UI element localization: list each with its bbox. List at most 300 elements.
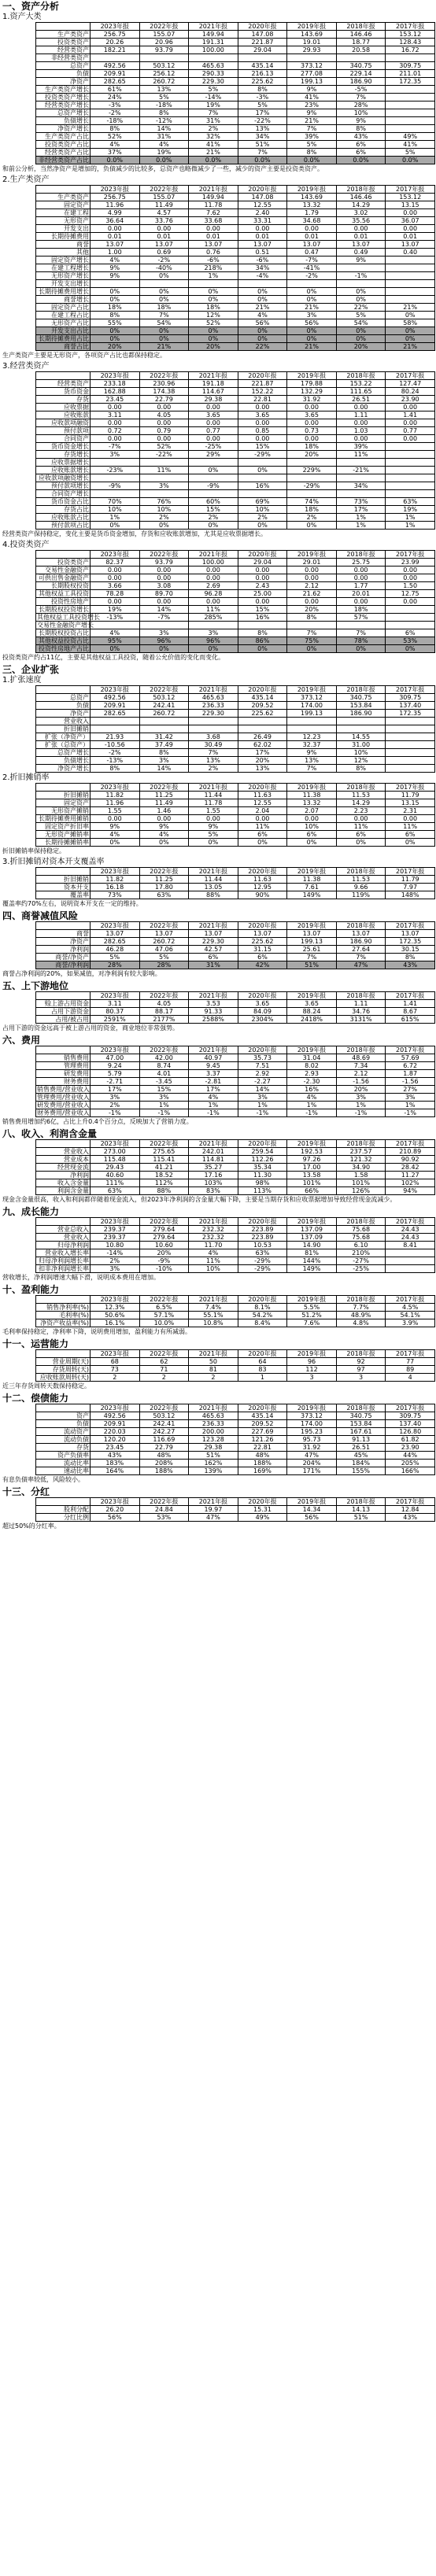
value-cell: 103% [189, 1179, 238, 1187]
value-cell: 31% [189, 117, 238, 125]
row-label: 开发支出 [36, 225, 91, 233]
value-cell: 13.07 [139, 241, 189, 249]
value-cell: 229% [287, 467, 337, 474]
value-cell [336, 718, 386, 725]
value-cell: 12% [189, 312, 238, 319]
value-cell: 0% [91, 522, 140, 530]
value-cell: 282.65 [91, 710, 140, 718]
value-cell: 2.69 [189, 582, 238, 590]
value-cell [336, 459, 386, 467]
value-cell: 205% [386, 1460, 435, 1467]
year-header-cell: 2023年报 [91, 1218, 140, 1226]
table-row [36, 233, 435, 241]
value-cell: 0.00 [238, 574, 287, 582]
value-cell: 503.12 [139, 1412, 189, 1420]
value-cell: 96.28 [189, 590, 238, 598]
row-label: 股利分配 [36, 1506, 91, 1514]
value-cell: 51% [189, 1452, 238, 1460]
year-header-cell: 2023年报 [91, 186, 140, 194]
row-label: 其他 [36, 249, 91, 256]
value-cell: 20% [287, 606, 337, 614]
table-row [36, 1444, 435, 1452]
value-cell: 208% [139, 1460, 189, 1467]
table-row [36, 1452, 435, 1460]
year-header-cell: 2022年报 [139, 1046, 189, 1054]
value-cell: 8.41 [386, 1242, 435, 1249]
table-header-row [36, 551, 435, 559]
year-header-cell: 2023年报 [91, 372, 140, 380]
value-cell: 3.68 [189, 733, 238, 741]
value-cell: 80.37 [91, 1008, 140, 1016]
value-cell: 121.32 [336, 1156, 386, 1164]
value-cell: -9% [139, 1257, 189, 1265]
value-cell: 24.84 [139, 1506, 189, 1514]
value-cell: 78% [336, 637, 386, 645]
value-cell: 20% [336, 343, 386, 351]
value-cell: 63% [238, 1249, 287, 1257]
value-cell: 14.13 [336, 1506, 386, 1514]
value-cell: 11% [336, 823, 386, 831]
row-label: 负债增长 [36, 117, 91, 125]
value-cell [91, 280, 140, 288]
table-row [36, 765, 435, 773]
row-label: 销售费用/营业收入 [37, 1086, 90, 1093]
analysis-note: 覆盖率约70%左右，说明资本开支在一定的维持。 [2, 900, 142, 907]
table-row [36, 94, 435, 101]
value-cell: 15% [139, 1086, 189, 1094]
section-title: 十一、运营能力 [2, 1338, 69, 1349]
row-label: 营业成本 [36, 1156, 91, 1164]
value-cell: -10.56 [91, 741, 140, 749]
year-header-cell: 2019年报 [287, 372, 337, 380]
row-label: 固定资产 [36, 201, 91, 209]
value-cell: 172.35 [386, 710, 435, 718]
year-header-cell: 2020年报 [238, 784, 287, 792]
row-label: 投资类资产占比 [36, 141, 91, 149]
value-cell: 21% [287, 343, 337, 351]
value-cell [189, 474, 238, 482]
value-cell: 31.04 [287, 1054, 337, 1062]
value-cell: 0% [91, 645, 140, 653]
value-cell: 74% [287, 498, 337, 506]
year-header-cell: 2019年报 [287, 23, 337, 31]
value-cell: 503.12 [139, 62, 189, 70]
value-cell: 1% [336, 522, 386, 530]
year-header-cell: 2021年报 [189, 1296, 238, 1304]
value-cell: 31.92 [287, 1444, 337, 1452]
value-cell: 10.8% [189, 1319, 238, 1327]
year-header-cell: 2022年报 [139, 686, 189, 694]
row-label: 负债 [36, 70, 91, 78]
value-cell [189, 718, 238, 725]
value-cell: 44% [386, 1452, 435, 1460]
value-cell: 0% [287, 645, 337, 653]
value-cell: 1% [139, 1102, 189, 1109]
value-cell: 11% [139, 467, 189, 474]
value-cell: 8% [238, 629, 287, 637]
value-cell [386, 765, 435, 773]
value-cell: 155.07 [139, 194, 189, 201]
value-cell: 18% [336, 606, 386, 614]
value-cell: 1.58 [336, 1172, 386, 1179]
table-row [36, 201, 435, 209]
table-row [36, 725, 435, 733]
value-cell: 33.68 [189, 217, 238, 225]
row-label: 其他权益工具投资 [36, 590, 91, 598]
value-cell: 41% [386, 141, 435, 149]
value-cell: 100.00 [189, 46, 238, 54]
value-cell [287, 622, 337, 629]
value-cell: 89 [386, 1366, 435, 1374]
value-cell: 4% [238, 312, 287, 319]
year-header-cell: 2017年报 [386, 686, 435, 694]
value-cell: 23.45 [91, 396, 140, 404]
row-label: 速动比率 [36, 1467, 91, 1475]
value-cell: 2588% [189, 1016, 238, 1024]
value-cell: 192.53 [287, 1148, 337, 1156]
table-row [36, 823, 435, 831]
value-cell: 236.33 [189, 1420, 238, 1428]
value-cell: 8.67 [386, 1008, 435, 1016]
analysis-note: 超过50%的分红率。 [2, 1522, 61, 1530]
value-cell: 1% [189, 1102, 238, 1109]
table-row [36, 1000, 435, 1008]
value-cell: 88.17 [139, 1008, 189, 1016]
value-cell: 9% [189, 823, 238, 831]
value-cell: 31.00 [336, 741, 386, 749]
row-label: 经营类资产 [36, 46, 91, 54]
value-cell: 3131% [336, 1016, 386, 1024]
value-cell: 70% [91, 498, 140, 506]
year-header-cell: 2022年报 [139, 784, 189, 792]
value-cell: 0.49 [336, 249, 386, 256]
value-cell: 3% [91, 1265, 140, 1273]
year-header-cell: 2021年报 [189, 551, 238, 559]
table-row [36, 792, 435, 799]
year-header-cell: 2017年报 [386, 1218, 435, 1226]
value-cell: 4% [91, 831, 140, 839]
row-label: 净利润 [36, 946, 91, 954]
row-label: 货币资金增长 [36, 443, 91, 451]
year-header-cell: 2020年报 [238, 23, 287, 31]
table-header-row [36, 1218, 435, 1226]
value-cell: 146.46 [336, 194, 386, 201]
value-cell: 22.79 [139, 1444, 189, 1452]
value-cell: 148% [386, 891, 435, 899]
table-row [36, 241, 435, 249]
value-cell: 12.75 [386, 590, 435, 598]
value-cell: -1% [189, 1109, 238, 1117]
value-cell: 0% [91, 839, 140, 847]
header-corner-cell [36, 1296, 91, 1304]
value-cell: 137.09 [287, 1226, 337, 1234]
value-cell: -3.45 [139, 1078, 189, 1086]
value-cell: 0.00 [139, 815, 189, 823]
value-cell: 20% [287, 451, 337, 459]
table-header-row [36, 372, 435, 380]
row-label: 经营类资产 [36, 380, 91, 388]
value-cell: 31.42 [139, 733, 189, 741]
value-cell: 34.76 [336, 1008, 386, 1016]
value-cell [336, 280, 386, 288]
row-label: 应收票据增长 [36, 459, 91, 467]
value-cell: 1% [91, 514, 140, 522]
row-label: 长期股权投资 [36, 582, 91, 590]
table-row [36, 141, 435, 149]
value-cell: 0.00 [287, 815, 337, 823]
row-label: 长期待摊费用增长 [36, 288, 91, 296]
value-cell: 11.79 [386, 792, 435, 799]
value-cell: 100.00 [189, 559, 238, 566]
table-header-row [36, 1350, 435, 1358]
value-cell: 3% [139, 482, 189, 490]
year-header-cell: 2023年报 [91, 868, 140, 876]
value-cell: 225.62 [238, 78, 287, 86]
value-cell: 435.14 [238, 1412, 287, 1420]
value-cell: 147.08 [238, 31, 287, 39]
analysis-note: 毛利率保持稳定，净利率下降，说明费用增加，盈利能力有所减弱。 [2, 1328, 191, 1335]
block-subtitle: 2.生产类资产 [2, 175, 50, 184]
value-cell [386, 757, 435, 765]
table-row [36, 1460, 435, 1467]
value-cell: 3.02 [336, 209, 386, 217]
value-cell: 0% [139, 296, 189, 304]
table-wrapper [0, 1217, 436, 1273]
value-cell: 0.00 [189, 419, 238, 427]
value-cell: 0.00 [139, 598, 189, 606]
data-table [35, 783, 435, 847]
year-header-cell: 2017年报 [386, 1296, 435, 1304]
value-cell: 11% [238, 823, 287, 831]
value-cell: 0.0% [336, 157, 386, 164]
value-cell: 1.55 [189, 807, 238, 815]
value-cell: 63% [91, 1187, 140, 1195]
value-cell: 0.00 [139, 419, 189, 427]
value-cell: -2% [91, 109, 140, 117]
row-label: 应收账款周转(天) [36, 1374, 91, 1382]
value-cell: 55% [91, 319, 140, 327]
row-label: 投资类资产 [36, 39, 91, 46]
value-cell: 155.07 [139, 31, 189, 39]
value-cell: 9% [91, 264, 140, 272]
value-cell: 9.66 [336, 884, 386, 891]
table-row [36, 1172, 435, 1179]
data-table [35, 550, 435, 653]
value-cell: 114.81 [189, 1156, 238, 1164]
section-title: 九、成长能力 [2, 1206, 60, 1217]
value-cell: 242.41 [139, 1420, 189, 1428]
table-row [36, 498, 435, 506]
value-cell: 112 [287, 1366, 337, 1374]
value-cell [238, 622, 287, 629]
value-cell: 34% [238, 133, 287, 141]
value-cell: 81 [189, 1366, 238, 1374]
value-cell: 6.72 [386, 1062, 435, 1070]
row-label: 扣非净利润增长率 [36, 1265, 91, 1273]
value-cell: 2.31 [386, 807, 435, 815]
value-cell: 2% [91, 1257, 140, 1265]
value-cell: 14% [139, 765, 189, 773]
value-cell: 18% [287, 443, 337, 451]
value-cell: 7% [139, 312, 189, 319]
value-cell: 149% [287, 891, 337, 899]
table-row [36, 194, 435, 201]
value-cell: 340.75 [336, 694, 386, 702]
value-cell [386, 94, 435, 101]
table-row [36, 1102, 435, 1109]
value-cell: 209.52 [238, 702, 287, 710]
year-header-cell: 2018年报 [336, 23, 386, 31]
value-cell: 48% [139, 1452, 189, 1460]
value-cell: 0% [189, 288, 238, 296]
row-label: 生产类资产 [36, 194, 91, 201]
header-corner-cell [36, 551, 91, 559]
value-cell: 256.75 [91, 31, 140, 39]
section-title: 四、商誉减值风险 [2, 910, 79, 921]
value-cell: 309.75 [386, 62, 435, 70]
row-label: 在建工程 [36, 209, 91, 217]
value-cell: 179.88 [287, 380, 337, 388]
year-header-cell: 2020年报 [238, 372, 287, 380]
value-cell: 0.00 [386, 815, 435, 823]
value-cell: 36.64 [91, 217, 140, 225]
year-header-cell: 2023年报 [91, 1498, 140, 1506]
value-cell: 0% [238, 522, 287, 530]
value-cell: 48.9% [336, 1312, 386, 1319]
value-cell: 26.49 [238, 733, 287, 741]
row-label: 货币资金 [36, 388, 91, 396]
row-label: 销售费用 [36, 1054, 91, 1062]
value-cell: 0.00 [336, 404, 386, 411]
value-cell: 60% [189, 498, 238, 506]
year-header-cell: 2017年报 [386, 784, 435, 792]
value-cell: 7% [189, 109, 238, 117]
row-label: 固定资产占比 [36, 304, 91, 312]
table-row [36, 78, 435, 86]
value-cell: 503.12 [139, 694, 189, 702]
table-row [36, 1249, 435, 1257]
table-row [36, 1366, 435, 1374]
value-cell: 4.57 [139, 209, 189, 217]
value-cell [238, 54, 287, 62]
value-cell: 11.25 [139, 876, 189, 884]
value-cell: 0.00 [238, 566, 287, 574]
value-cell: 9% [139, 823, 189, 831]
value-cell: 51% [336, 1514, 386, 1522]
value-cell: 229.30 [189, 938, 238, 946]
value-cell: 4.01 [139, 1070, 189, 1078]
value-cell: 279.64 [139, 1226, 189, 1234]
table-row [36, 839, 435, 847]
value-cell: 5% [139, 954, 189, 961]
table-row [36, 39, 435, 46]
year-header-cell: 2017年报 [386, 992, 435, 1000]
value-cell: 435.14 [238, 62, 287, 70]
value-cell: -14% [189, 94, 238, 101]
value-cell: 8% [91, 125, 140, 133]
value-cell: 21% [139, 343, 189, 351]
header-corner-cell [36, 23, 91, 31]
value-cell: 9% [336, 117, 386, 125]
year-header-cell: 2023年报 [91, 551, 140, 559]
table-row [36, 304, 435, 312]
value-cell: 34.90 [336, 1164, 386, 1172]
value-cell: 13% [238, 125, 287, 133]
value-cell: 89.70 [139, 590, 189, 598]
value-cell: 34.68 [287, 217, 337, 225]
value-cell: 0.00 [336, 815, 386, 823]
value-cell: 0% [139, 272, 189, 280]
row-label: 应收票据 [36, 404, 91, 411]
value-cell: 0% [189, 839, 238, 847]
value-cell: 23.90 [386, 1444, 435, 1452]
value-cell: 0.00 [386, 598, 435, 606]
row-label: 应收账款增长 [36, 467, 91, 474]
value-cell: 1.50 [386, 582, 435, 590]
value-cell: 1.03 [336, 427, 386, 435]
value-cell: 75% [287, 637, 337, 645]
row-label: 开发支出占比 [36, 327, 91, 335]
value-cell [336, 264, 386, 272]
value-cell [91, 54, 140, 62]
table-row [36, 566, 435, 574]
value-cell: 144% [287, 1257, 337, 1265]
value-cell: 242.41 [139, 702, 189, 710]
row-label: 无形资产摊销 [36, 807, 91, 815]
year-header-cell: 2018年报 [336, 551, 386, 559]
value-cell: 25.61 [287, 946, 337, 954]
header-corner-cell [36, 372, 91, 380]
table-row [36, 1094, 435, 1102]
table-row [36, 694, 435, 702]
value-cell: 11.78 [189, 799, 238, 807]
header-corner-cell [36, 1218, 91, 1226]
value-cell [386, 272, 435, 280]
year-header-cell: 2021年报 [189, 868, 238, 876]
section-title: 十、盈利能力 [2, 1284, 60, 1295]
value-cell [189, 725, 238, 733]
value-cell: 19% [139, 149, 189, 157]
value-cell [386, 264, 435, 272]
value-cell: 2.43 [238, 582, 287, 590]
row-label: 投资性房地产 [36, 598, 91, 606]
analysis-note: 近三年存货周转天数保持稳定。 [2, 1382, 91, 1389]
value-cell: 0% [386, 335, 435, 343]
value-cell: 10.80 [91, 1242, 140, 1249]
value-cell: 0.01 [139, 233, 189, 241]
value-cell [91, 474, 140, 482]
value-cell: 101% [287, 1179, 337, 1187]
value-cell: 28.42 [386, 1164, 435, 1172]
table-wrapper [0, 783, 436, 847]
value-cell: 56% [287, 319, 337, 327]
block-subtitle: 3.经营类资产 [2, 362, 50, 371]
value-cell: 13.05 [189, 884, 238, 891]
value-cell: 2 [139, 1374, 189, 1382]
value-cell: 81% [287, 1249, 337, 1257]
year-header-cell: 2023年报 [91, 1350, 140, 1358]
table-row [36, 327, 435, 335]
value-cell: 277.08 [287, 70, 337, 78]
value-cell: 0.77 [189, 427, 238, 435]
value-cell: 51.2% [287, 1312, 337, 1319]
row-label: 流动负债 [36, 1436, 91, 1444]
table-row [36, 522, 435, 530]
value-cell [336, 474, 386, 482]
value-cell: 0% [91, 335, 140, 343]
value-cell: 50.6% [91, 1312, 140, 1319]
value-cell: 11.27 [386, 1172, 435, 1179]
